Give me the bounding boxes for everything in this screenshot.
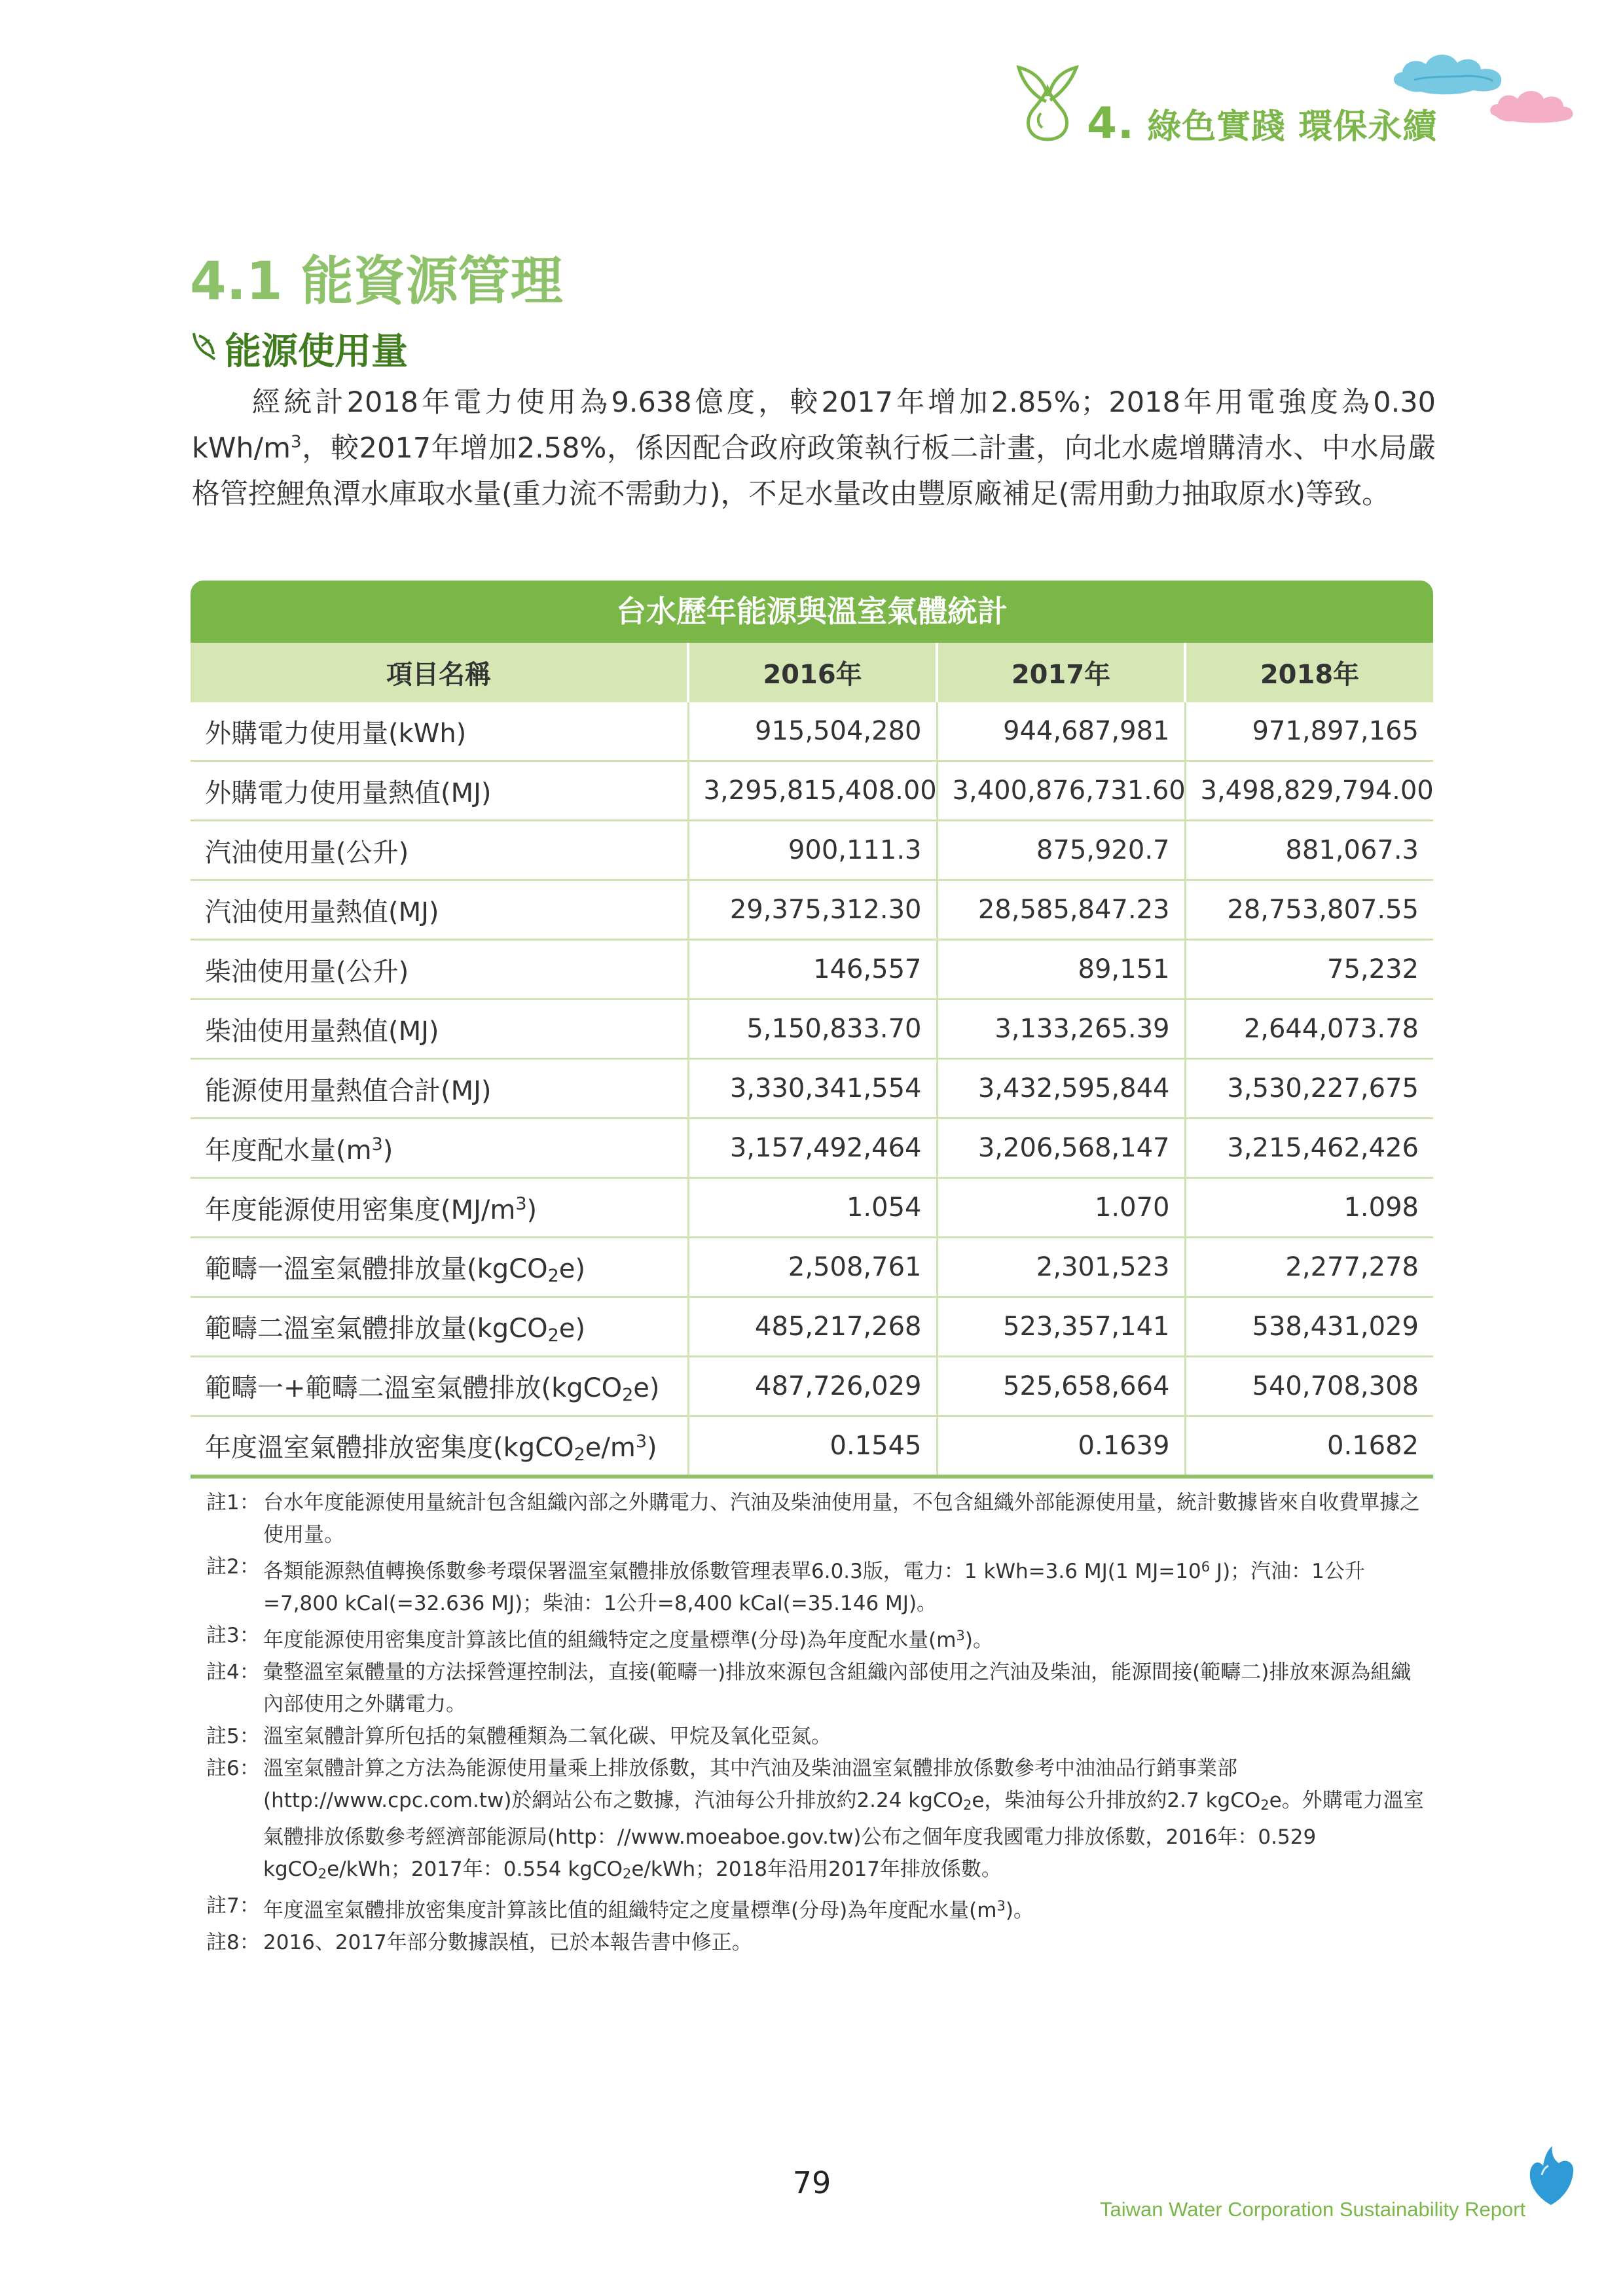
row-label: 柴油使用量(公升) bbox=[191, 940, 688, 999]
note-text bbox=[263, 1753, 1424, 1890]
row-label-text: 年度能源使用密集度(MJ/m bbox=[205, 1194, 516, 1225]
note-item bbox=[206, 1927, 1424, 1959]
chapter-title bbox=[1087, 98, 1437, 149]
row-label: 外購電力使用量(kWh) bbox=[191, 702, 688, 761]
table-caption: 台水歷年能源與溫室氣體統計 bbox=[191, 581, 1433, 643]
leaf-bullet-icon bbox=[190, 329, 219, 362]
row-label-text-end: e) bbox=[558, 1314, 585, 1344]
note-sub: 2 bbox=[1260, 1797, 1269, 1813]
cell-2017: 3,206,568,147 bbox=[937, 1119, 1185, 1178]
row-label-sup: 3 bbox=[635, 1431, 647, 1452]
table-row bbox=[191, 1178, 1433, 1238]
cell-2017: 89,151 bbox=[937, 940, 1185, 999]
cell-2016: 900,111.3 bbox=[688, 821, 937, 880]
note-item bbox=[206, 1487, 1424, 1551]
note-label: 註7： bbox=[206, 1894, 260, 1918]
cell-2018: 28,753,807.55 bbox=[1185, 880, 1433, 940]
subsection-title: 能源使用量 bbox=[225, 331, 408, 373]
note-text: 彙整溫室氣體量的方法採營運控制法，直接(範疇一)排放來源包含組織內部使用之汽油及柴油，能源間接(範疇二)排放來源為組織內部使用之外購電力。 bbox=[263, 1660, 1412, 1716]
note-item bbox=[206, 1551, 1424, 1620]
header-2018: 2018年 bbox=[1185, 643, 1433, 702]
row-label: 柴油使用量熱值(MJ) bbox=[191, 999, 688, 1059]
cell-2017: 28,585,847.23 bbox=[937, 880, 1185, 940]
cell-2016: 0.1545 bbox=[688, 1416, 937, 1477]
row-label-sub: 2 bbox=[574, 1444, 585, 1465]
cell-2016: 487,726,029 bbox=[688, 1357, 937, 1416]
row-label-sup: 3 bbox=[515, 1193, 527, 1214]
note-text bbox=[263, 1551, 1424, 1620]
note-sup: 6 bbox=[1201, 1559, 1211, 1575]
row-label bbox=[191, 1178, 688, 1238]
note-label: 註1： bbox=[206, 1491, 260, 1515]
header-2016: 2016年 bbox=[688, 643, 937, 702]
note-label: 註3： bbox=[206, 1624, 260, 1647]
cell-2016: 485,217,268 bbox=[688, 1297, 937, 1357]
cell-2018: 75,232 bbox=[1185, 940, 1433, 999]
note-item bbox=[206, 1890, 1424, 1927]
note-text-part: 各類能源熱值轉換係數參考環保署溫室氣體排放係數管理表單6.0.3版，電力：1 kWh=3.6 MJ(1 MJ=10 bbox=[263, 1560, 1201, 1583]
row-label-text-end: ) bbox=[526, 1194, 538, 1225]
cell-2016: 915,504,280 bbox=[688, 702, 937, 761]
cell-2018: 2,277,278 bbox=[1185, 1238, 1433, 1297]
row-label-text: 年度配水量(m bbox=[205, 1135, 372, 1166]
table-row bbox=[191, 1416, 1433, 1477]
note-label: 註4： bbox=[206, 1660, 260, 1684]
note-label: 註8： bbox=[206, 1931, 260, 1954]
cell-2018: 3,215,462,426 bbox=[1185, 1119, 1433, 1178]
chapter-name: 綠色實踐 環保永續 bbox=[1147, 107, 1438, 147]
note-sub: 2 bbox=[318, 1866, 327, 1882]
row-label bbox=[191, 1119, 688, 1178]
header-2017: 2017年 bbox=[937, 643, 1185, 702]
cell-2016: 3,330,341,554 bbox=[688, 1059, 937, 1119]
note-item bbox=[206, 1721, 1424, 1753]
cell-2017: 875,920.7 bbox=[937, 821, 1185, 880]
note-text-part: e/kWh；2017年：0.554 kgCO bbox=[327, 1857, 623, 1881]
row-label: 外購電力使用量熱值(MJ) bbox=[191, 761, 688, 821]
cell-2016: 1.054 bbox=[688, 1178, 937, 1238]
heart-drop-logo-icon bbox=[1522, 2144, 1581, 2209]
row-label-sub: 2 bbox=[547, 1325, 559, 1346]
cell-2017: 0.1639 bbox=[937, 1416, 1185, 1477]
cell-2016: 2,508,761 bbox=[688, 1238, 937, 1297]
table-row bbox=[191, 940, 1433, 999]
note-sup: 3 bbox=[996, 1898, 1006, 1914]
intro-text-1: 經統計2018年電力使用為9.638億度，較2017年增加2.85%；2018年用電強度為0.30 kWh/m bbox=[192, 386, 1436, 465]
row-label-text: 範疇一+範疇二溫室氣體排放(kgCO bbox=[205, 1373, 623, 1403]
cell-2016: 5,150,833.70 bbox=[688, 999, 937, 1059]
note-label: 註5： bbox=[206, 1725, 260, 1748]
chapter-number: 4. bbox=[1087, 98, 1135, 149]
table-row bbox=[191, 880, 1433, 940]
table-notes bbox=[206, 1487, 1424, 1959]
note-sub: 2 bbox=[962, 1797, 972, 1813]
note-text-part: e，柴油每公升排放約2.7 kgCO bbox=[972, 1789, 1261, 1812]
row-label-sub: 2 bbox=[547, 1266, 559, 1286]
note-sub: 2 bbox=[623, 1866, 632, 1882]
table-row bbox=[191, 1059, 1433, 1119]
row-label bbox=[191, 1297, 688, 1357]
row-label-text: 年度溫室氣體排放密集度(kgCO bbox=[205, 1433, 574, 1463]
table-row bbox=[191, 761, 1433, 821]
cell-2018: 1.098 bbox=[1185, 1178, 1433, 1238]
table-row bbox=[191, 1238, 1433, 1297]
row-label-sup: 3 bbox=[371, 1134, 383, 1155]
table-row bbox=[191, 999, 1433, 1059]
note-sup: 3 bbox=[956, 1628, 965, 1643]
table-row bbox=[191, 1119, 1433, 1178]
cell-2018: 0.1682 bbox=[1185, 1416, 1433, 1477]
note-text: 2016、2017年部分數據誤植，已於本報告書中修正。 bbox=[263, 1931, 752, 1954]
cell-2017: 3,400,876,731.60 bbox=[937, 761, 1185, 821]
note-label: 註2： bbox=[206, 1555, 260, 1579]
row-label-text-end: e) bbox=[633, 1373, 660, 1403]
table-header-row bbox=[191, 643, 1433, 702]
cell-2016: 29,375,312.30 bbox=[688, 880, 937, 940]
table-row bbox=[191, 702, 1433, 761]
note-text: 台水年度能源使用量統計包含組織內部之外購電力、汽油及柴油使用量，不包含組織外部能源使用量，統計數據皆來自收費單據之使用量。 bbox=[263, 1491, 1420, 1547]
report-name: Taiwan Water Corporation Sustainability Report bbox=[1100, 2198, 1526, 2221]
note-text: 溫室氣體計算所包括的氣體種類為二氧化碳、甲烷及氧化亞氮。 bbox=[263, 1725, 831, 1748]
note-item bbox=[206, 1620, 1424, 1657]
intro-paragraph bbox=[192, 380, 1436, 517]
row-label: 能源使用量熱值合計(MJ) bbox=[191, 1059, 688, 1119]
table-row bbox=[191, 1297, 1433, 1357]
note-text bbox=[263, 1890, 1424, 1927]
note-text-part: e。外購電力溫室氣體排放係數參考經濟部能源局(http：//www.moeaboe.gov.tw)公布之個年度我國電力排放係數，2016年：0.529 kgCO bbox=[263, 1789, 1424, 1881]
cell-2018: 540,708,308 bbox=[1185, 1357, 1433, 1416]
note-text-part: 年度能源使用密集度計算該比值的組織特定之度量標準(分母)為年度配水量(m bbox=[263, 1628, 957, 1652]
note-text-part: )。 bbox=[964, 1628, 993, 1652]
cell-2017: 1.070 bbox=[937, 1178, 1185, 1238]
row-label: 汽油使用量(公升) bbox=[191, 821, 688, 880]
note-item bbox=[206, 1657, 1424, 1721]
row-label-text: 範疇一溫室氣體排放量(kgCO bbox=[205, 1254, 548, 1284]
cell-2018: 3,498,829,794.00 bbox=[1185, 761, 1433, 821]
cell-2016: 3,157,492,464 bbox=[688, 1119, 937, 1178]
cell-2017: 523,357,141 bbox=[937, 1297, 1185, 1357]
intro-sup: 3 bbox=[291, 432, 302, 452]
row-label-sub: 2 bbox=[622, 1385, 634, 1405]
header-item-name: 項目名稱 bbox=[191, 643, 688, 702]
cell-2016: 3,295,815,408.00 bbox=[688, 761, 937, 821]
cell-2017: 3,133,265.39 bbox=[937, 999, 1185, 1059]
section-title: 4.1 能資源管理 bbox=[190, 251, 563, 312]
cell-2018: 881,067.3 bbox=[1185, 821, 1433, 880]
row-label-text-end: ) bbox=[382, 1135, 393, 1166]
note-text-part: 溫室氣體計算之方法為能源使用量乘上排放係數，其中汽油及柴油溫室氣體排放係數參考中油油品行銷事業部(http://www.cpc.com.tw)於網站公布之數據，汽油每公升排放約2.24 kgCO bbox=[263, 1757, 1237, 1812]
row-label bbox=[191, 1238, 688, 1297]
table-row bbox=[191, 821, 1433, 880]
table-row bbox=[191, 1357, 1433, 1416]
row-label-text-end: ) bbox=[647, 1433, 657, 1463]
page-number: 79 bbox=[792, 2165, 831, 2200]
cell-2018: 3,530,227,675 bbox=[1185, 1059, 1433, 1119]
cell-2017: 2,301,523 bbox=[937, 1238, 1185, 1297]
row-label bbox=[191, 1416, 688, 1477]
cell-2017: 3,432,595,844 bbox=[937, 1059, 1185, 1119]
cell-2018: 2,644,073.78 bbox=[1185, 999, 1433, 1059]
energy-ghg-table bbox=[191, 581, 1433, 1479]
row-label: 汽油使用量熱值(MJ) bbox=[191, 880, 688, 940]
row-label-text-mid: e/m bbox=[585, 1433, 636, 1463]
row-label bbox=[191, 1357, 688, 1416]
leaf-drop-logo-icon bbox=[1008, 62, 1087, 147]
intro-text-2: ，較2017年增加2.58%，係因配合政府政策執行板二計畫，向北水處增購清水、中水局嚴格管控鯉魚潭水庫取水量(重力流不需動力)，不足水量改由豐原廠補足(需用動力抽取原水)等致。 bbox=[192, 432, 1436, 511]
row-label-text: 範疇二溫室氣體排放量(kgCO bbox=[205, 1314, 548, 1344]
cell-2018: 971,897,165 bbox=[1185, 702, 1433, 761]
pink-cloud-icon bbox=[1486, 82, 1578, 128]
data-table bbox=[191, 643, 1433, 1479]
note-text-part: 年度溫室氣體排放密集度計算該比值的組織特定之度量標準(分母)為年度配水量(m bbox=[263, 1899, 997, 1922]
cell-2018: 538,431,029 bbox=[1185, 1297, 1433, 1357]
note-text-part: J)；汽油：1公升=7,800 kCal(=32.636 MJ)；柴油：1公升=8,400 kCal(=35.146 MJ)。 bbox=[263, 1560, 1365, 1615]
row-label-text-end: e) bbox=[558, 1254, 585, 1284]
note-text-part: e/kWh；2018年沿用2017年排放係數。 bbox=[631, 1857, 1002, 1881]
cell-2016: 146,557 bbox=[688, 940, 937, 999]
cell-2017: 944,687,981 bbox=[937, 702, 1185, 761]
note-item bbox=[206, 1753, 1424, 1890]
note-text-part: )。 bbox=[1005, 1899, 1034, 1922]
note-label: 註6： bbox=[206, 1757, 260, 1780]
note-text bbox=[263, 1620, 1424, 1657]
cell-2017: 525,658,664 bbox=[937, 1357, 1185, 1416]
